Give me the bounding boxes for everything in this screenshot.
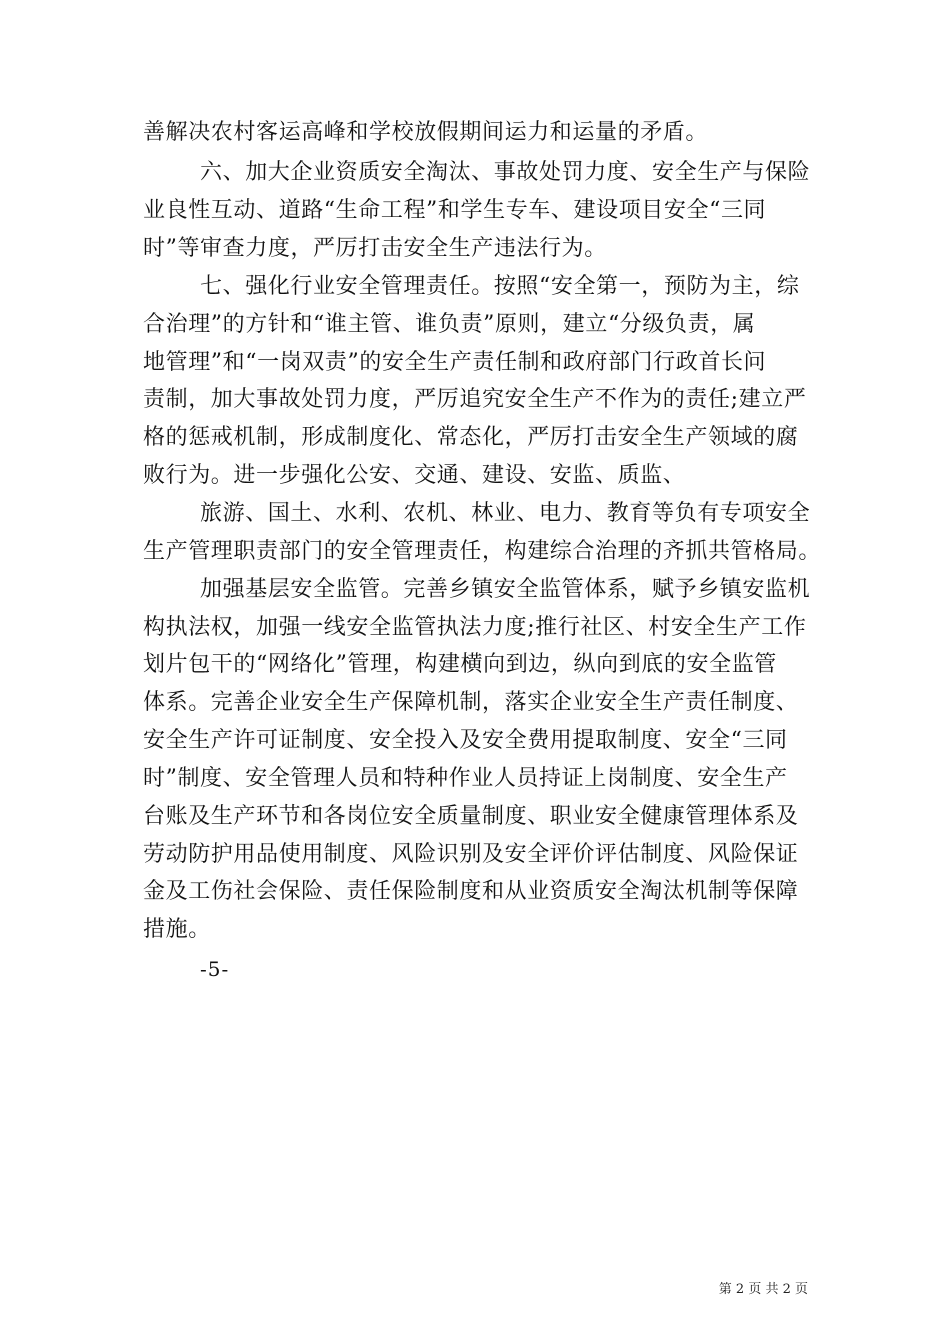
- text-line-4: 时”等审查力度，严厉打击安全生产违法行为。: [143, 236, 607, 261]
- text-line-3: 业良性互动、道路“生命工程”和学生专车、建设项目安全“三同: [143, 198, 767, 223]
- text-line-17: 安全生产许可证制度、安全投入及安全费用提取制度、安全“三同: [143, 728, 788, 753]
- text-line-20: 劳动防护用品使用制度、风险识别及安全评价评估制度、风险保证: [143, 842, 799, 867]
- text-line-11: 旅游、国土、水利、农机、林业、电力、教育等负有专项安全: [200, 501, 811, 526]
- text-line-18: 时”制度、安全管理人员和特种作业人员持证上岗制度、安全生产: [143, 766, 788, 791]
- text-line-10: 败行为。进一步强化公安、交通、建设、安监、质监、: [143, 463, 686, 488]
- text-line-19: 台账及生产环节和各岗位安全质量制度、职业安全健康管理体系及: [143, 804, 799, 829]
- text-line-5: 七、强化行业安全管理责任。按照“安全第一，预防为主，综: [200, 274, 800, 299]
- text-line-13: 加强基层安全监管。完善乡镇安全监管体系，赋予乡镇安监机: [200, 577, 811, 602]
- text-line-22: 措施。: [143, 917, 211, 942]
- text-line-7: 地管理”和“一岗双责”的安全生产责任制和政府部门行政首长问: [143, 350, 767, 375]
- text-line-21: 金及工伤社会保险、责任保险制度和从业资质安全淘汰机制等保障: [143, 879, 799, 904]
- page-number: -5-: [200, 957, 230, 981]
- text-line-12: 生产管理职责部门的安全管理责任，构建综合治理的齐抓共管格局。: [143, 539, 822, 564]
- text-line-8: 责制，加大事故处罚力度，严厉追究安全生产不作为的责任;建立严: [143, 387, 807, 412]
- text-line-16: 体系。完善企业安全生产保障机制，落实企业安全生产责任制度、: [143, 690, 799, 715]
- text-line-1: 善解决农村客运高峰和学校放假期间运力和运量的矛盾。: [143, 120, 709, 145]
- text-line-14: 构执法权，加强一线安全监管执法力度;推行社区、村安全生产工作: [143, 615, 807, 640]
- text-line-6: 合治理”的方针和“谁主管、谁负责”原则，建立“分级负责，属: [143, 312, 756, 337]
- text-line-15: 划片包干的“网络化”管理，构建横向到边，纵向到底的安全监管: [143, 652, 777, 677]
- page-footer: 第 2 页 共 2 页: [718, 1282, 808, 1297]
- text-line-2: 六、加大企业资质安全淘汰、事故处罚力度、安全生产与保险: [200, 160, 811, 185]
- text-line-9: 格的惩戒机制，形成制度化、常态化，严厉打击安全生产领域的腐: [143, 425, 799, 450]
